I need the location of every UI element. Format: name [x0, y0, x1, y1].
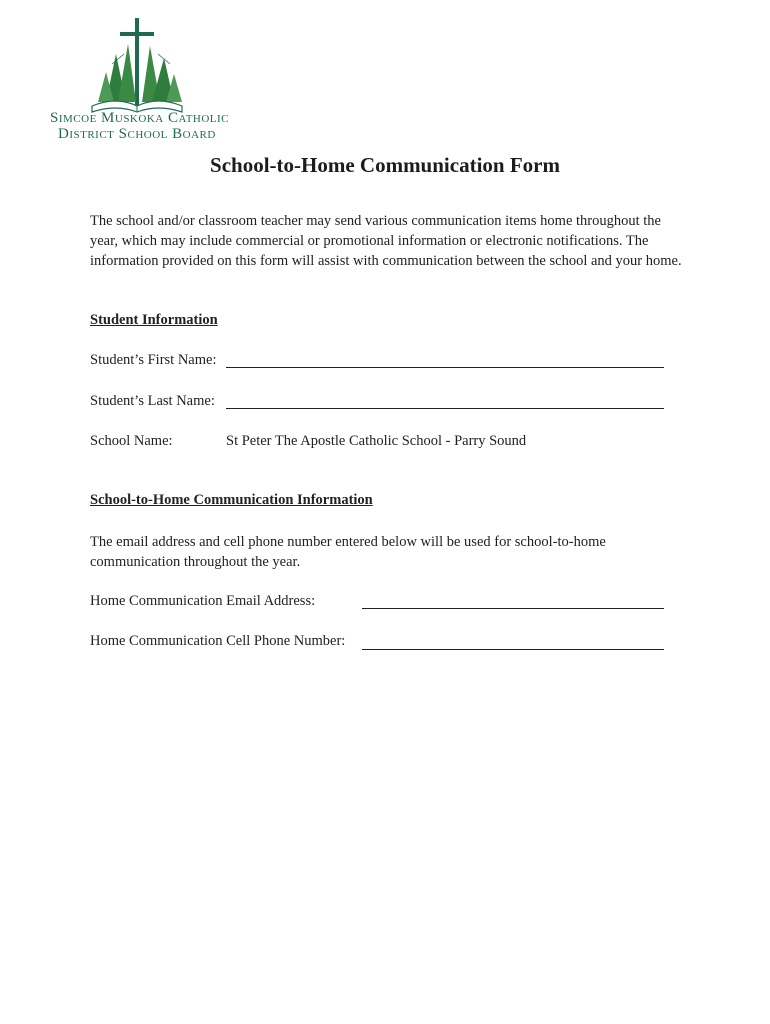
board-logo [46, 14, 246, 146]
phone-label: Home Communication Cell Phone Number: [90, 633, 346, 649]
communication-information-heading: School-to-Home Communication Information [90, 492, 373, 508]
intro-paragraph: The school and/or classroom teacher may send various communication items home throughout the year, which may include commercial or promotional information or electronic notifications. The information provided on this form will assist with communication between the school and your home. [90, 213, 682, 269]
email-field[interactable] [362, 608, 664, 609]
first-name-label: Student’s First Name: [90, 352, 217, 368]
board-name-line2: District School Board [58, 126, 216, 142]
last-name-label: Student’s Last Name: [90, 393, 215, 409]
first-name-field[interactable] [226, 367, 664, 368]
last-name-field[interactable] [226, 408, 664, 409]
board-name [50, 110, 246, 142]
school-name-value: St Peter The Apostle Catholic School - Parry Sound [226, 433, 527, 449]
school-name-label: School Name: [90, 433, 173, 449]
board-name-line1: Simcoe Muskoka Catholic [50, 110, 230, 126]
phone-field[interactable] [362, 649, 664, 650]
cross-tree-book-logo-icon [86, 14, 196, 114]
student-information-heading: Student Information [90, 312, 218, 328]
form-title: School-to-Home Communication Form [210, 153, 560, 177]
email-label: Home Communication Email Address: [90, 593, 316, 609]
communication-description: The email address and cell phone number entered below will be used for school-to-home communication throughout the year. [90, 534, 606, 570]
